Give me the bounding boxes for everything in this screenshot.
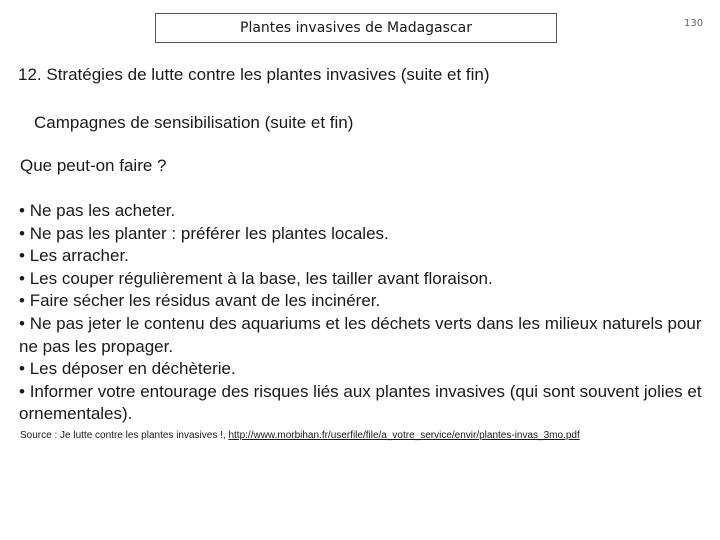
bullet-marker: •: [19, 359, 25, 379]
source-citation: [20, 430, 710, 441]
bullet-marker: •: [19, 381, 25, 401]
list-item: [19, 358, 711, 381]
list-item-text: Informer votre entourage des risques liés aux plantes invasives (qui sont souvent jolies et ornementales).: [19, 381, 702, 424]
list-item: [19, 268, 711, 291]
source-link[interactable]: http://www.morbihan.fr/userfile/file/a_votre_service/envir/plantes-invas_3mo.pdf: [228, 430, 580, 441]
list-item-text: Les déposer en déchèterie.: [29, 359, 236, 379]
list-item-text: Faire sécher les résidus avant de les incinérer.: [29, 291, 381, 311]
bullet-marker: •: [19, 246, 25, 266]
list-item: [19, 223, 711, 246]
list-item-text: Les arracher.: [29, 246, 129, 266]
page-number: 130: [684, 18, 704, 29]
header-title-box: [155, 13, 557, 43]
subtitle: Campagnes de sensibilisation (suite et fin): [34, 113, 354, 132]
list-item: [19, 245, 711, 268]
list-item-text: Les couper régulièrement à la base, les tailler avant floraison.: [29, 268, 493, 288]
list-item-text: Ne pas les planter : préférer les plantes locales.: [29, 223, 389, 243]
bullet-marker: •: [19, 201, 25, 220]
list-item-text: Ne pas jeter le contenu des aquariums et les déchets verts dans les milieux naturels pour ne pas les propager.: [19, 313, 702, 356]
bullet-marker: •: [19, 268, 25, 288]
bullet-list: [19, 200, 711, 426]
section-title: 12. Stratégies de lutte contre les plantes invasives (suite et fin): [18, 65, 490, 84]
bullet-marker: •: [19, 291, 25, 311]
list-item: [19, 200, 711, 223]
list-item: [19, 381, 711, 426]
header-title: Plantes invasives de Madagascar: [240, 20, 472, 36]
bullet-marker: •: [19, 313, 25, 333]
list-item: [19, 313, 711, 358]
question: Que peut-on faire ?: [20, 156, 167, 175]
bullet-marker: •: [19, 223, 25, 243]
list-item-text: Ne pas les acheter.: [29, 201, 176, 220]
source-prefix: Source : Je lutte contre les plantes invasives !,: [20, 430, 226, 441]
list-item: [19, 290, 711, 313]
